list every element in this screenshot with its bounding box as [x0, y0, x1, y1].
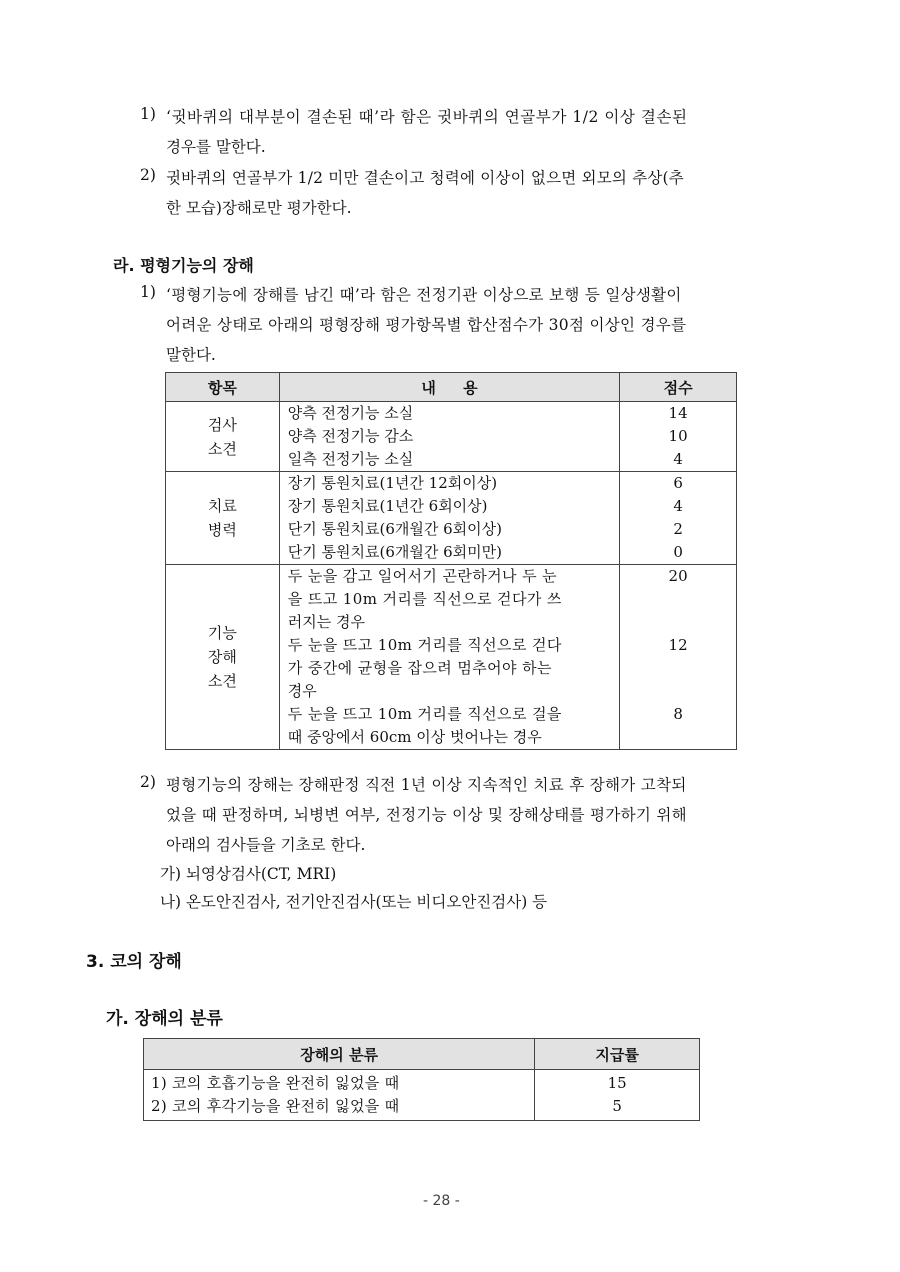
- classification-cell: 1) 코의 호흡기능을 완전히 잃었을 때 2) 코의 후각기능을 완전히 잃었을 때: [144, 1070, 535, 1121]
- rate-cell: 15 5: [535, 1070, 700, 1121]
- balance-score-table: [165, 372, 737, 750]
- balance-item-1-number: 1): [140, 283, 156, 301]
- balance-item-1-line-1: ‘평형기능에 장해를 남긴 때’라 함은 전정기관 이상으로 보행 등 일상생활이: [166, 286, 682, 304]
- table-row: [166, 565, 737, 750]
- note-2-line-2: 한 모습)장해로만 평가한다.: [166, 199, 352, 217]
- balance-item-1-line-2: 어려운 상태로 아래의 평형장해 평가항목별 합산점수가 30점 이상인 경우를: [166, 316, 687, 334]
- table-row: [166, 472, 737, 565]
- treatment-history-scores: 6 4 2 0: [620, 472, 737, 565]
- note-2-line-1: 귓바퀴의 연골부가 1/2 미만 결손이고 청력에 이상이 없으면 외모의 추상(추: [166, 169, 684, 187]
- function-findings-content: 두 눈을 감고 일어서기 곤란하거나 두 눈 을 뜨고 10m 거리를 직선으로 걷다가 쓰 러지는 경우 두 눈을 뜨고 10m 거리를 직선으로 걷다 가 중간에 균형을 잡으려 멈추어야 하는 경우 두 눈을 뜨고 10m 거리를 직선으로 걸을 때 중앙에서 60cm 이상 벗어나는 경우: [279, 565, 619, 750]
- header-classification: 장해의 분류: [144, 1039, 535, 1070]
- exam-findings-content: 양측 전정기능 소실 양측 전정기능 감소 일측 전정기능 소실: [279, 402, 619, 472]
- category-exam-findings: 검사 소견: [166, 402, 280, 472]
- nose-classification-table: [143, 1038, 700, 1121]
- nose-heading: 3. 코의 장해: [86, 952, 182, 972]
- balance-item-2-line-3: 아래의 검사들을 기초로 한다.: [166, 836, 366, 854]
- balance-item-2-line-2: 었을 때 판정하며, 뇌병변 여부, 전정기능 이상 및 장해상태를 평가하기 위해: [166, 806, 687, 824]
- balance-item-2-line-1: 평형기능의 장해는 장해판정 직전 1년 이상 지속적인 치료 후 장해가 고착되: [166, 776, 687, 794]
- table-header-row: [144, 1039, 700, 1070]
- treatment-history-content: 장기 통원치료(1년간 12회이상) 장기 통원치료(1년간 6회이상) 단기 통원치료(6개월간 6회이상) 단기 통원치료(6개월간 6회미만): [279, 472, 619, 565]
- balance-item-2-sub-a: 가) 뇌영상검사(CT, MRI): [160, 865, 337, 883]
- nose-subheading: 가. 장해의 분류: [106, 1009, 223, 1029]
- exam-findings-scores: 14 10 4: [620, 402, 737, 472]
- balance-item-2-number: 2): [140, 773, 156, 791]
- note-1-number: 1): [140, 105, 156, 123]
- header-item: 항목: [166, 373, 280, 402]
- note-1-line-1: ‘귓바퀴의 대부분이 결손된 때’라 함은 귓바퀴의 연골부가 1/2 이상 결손된: [166, 108, 688, 126]
- balance-heading: 라. 평형기능의 장해: [113, 256, 254, 275]
- header-rate: 지급률: [535, 1039, 700, 1070]
- function-findings-scores: 20 12 8: [620, 565, 737, 750]
- page-number: - 28 -: [423, 1193, 460, 1209]
- note-2-number: 2): [140, 166, 156, 184]
- balance-item-2-sub-b: 나) 온도안진검사, 전기안진검사(또는 비디오안진검사) 등: [160, 893, 548, 911]
- category-function-findings: 기능 장해 소견: [166, 565, 280, 750]
- table-header-row: [166, 373, 737, 402]
- table-row: [144, 1070, 700, 1121]
- table-row: [166, 402, 737, 472]
- balance-item-1-line-3: 말한다.: [166, 346, 216, 364]
- header-score: 점수: [620, 373, 737, 402]
- header-content: 내 용: [279, 373, 619, 402]
- category-treatment-history: 치료 병력: [166, 472, 280, 565]
- note-1-line-2: 경우를 말한다.: [166, 138, 266, 156]
